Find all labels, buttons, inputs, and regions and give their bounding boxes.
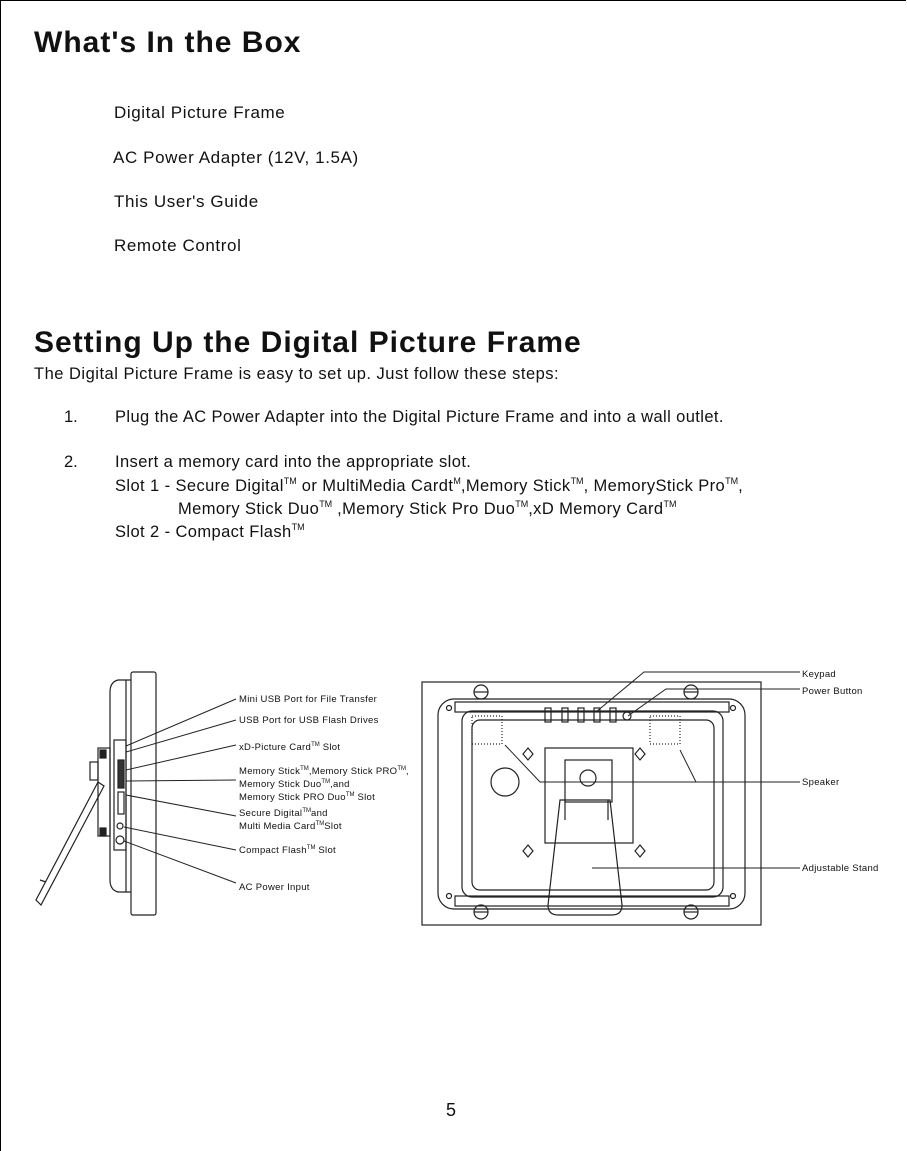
tm-mark: TM xyxy=(311,742,320,748)
tm-mark: TM xyxy=(300,766,309,772)
label-speaker: Speaker xyxy=(802,777,840,788)
slot-1-comma: , xyxy=(738,477,744,495)
ms3-text-b: Slot xyxy=(354,792,376,803)
label-mini-usb-port: Mini USB Port for File Transfer xyxy=(239,694,378,705)
slot-1-pro-duo: ,Memory Stick Pro Duo xyxy=(332,500,516,518)
box-section-title: What's In the Box xyxy=(34,26,302,59)
tm-mark: TM xyxy=(315,821,325,827)
tm-mark: TM xyxy=(515,499,529,509)
label-sd-mmc-slot xyxy=(239,806,342,832)
xd-slot-text: Slot xyxy=(319,742,341,753)
tm-mark: TM xyxy=(725,476,739,486)
tm-mark: TM xyxy=(570,476,584,486)
tm-mark: TM xyxy=(302,808,312,814)
tm-mark: TM xyxy=(345,792,355,798)
box-item-frame: Digital Picture Frame xyxy=(114,103,286,122)
setup-section-title: Setting Up the Digital Picture Frame xyxy=(34,326,582,359)
label-memory-stick-slot xyxy=(239,764,409,803)
tm-mark: TM xyxy=(291,522,305,532)
tm-mark: TM xyxy=(283,476,297,486)
sd-text-a: Secure Digital xyxy=(239,808,303,819)
box-item-adapter: AC Power Adapter (12V, 1.5A) xyxy=(113,148,359,167)
slot-1-xd: ,xD Memory Card xyxy=(528,500,664,518)
slot-1-memorystick-pro: , MemoryStick Pro xyxy=(583,477,726,495)
ms2-text-a: Memory Stick Duo xyxy=(239,779,322,790)
xd-label-text: xD-Picture Card xyxy=(239,742,312,753)
tm-mark: TM xyxy=(663,499,677,509)
slot-1-prefix: Slot 1 - Secure Digital xyxy=(115,477,284,495)
slot-1-or: or MultiMedia Cardt xyxy=(296,477,454,495)
tm-mark: TM xyxy=(306,845,316,851)
step-1-text: Plug the AC Power Adapter into the Digital Picture Frame and into a wall outlet. xyxy=(115,408,724,426)
box-item-guide: This User's Guide xyxy=(114,192,259,211)
tm-mark: TM xyxy=(319,499,333,509)
tm-mark: TM xyxy=(397,766,406,772)
back-view-frame xyxy=(422,682,761,925)
label-power-button: Power Button xyxy=(802,686,863,697)
ms-text-a: Memory Stick xyxy=(239,766,301,777)
mmc-text-a: Multi Media Card xyxy=(239,821,316,832)
mmc-text-b: Slot xyxy=(324,821,342,832)
ms3-text-a: Memory Stick PRO Duo xyxy=(239,792,346,803)
label-ac-power-input: AC Power Input xyxy=(239,882,310,893)
tm-mark: TM xyxy=(321,779,331,785)
label-adjustable-stand: Adjustable Stand xyxy=(802,863,879,874)
box-item-remote: Remote Control xyxy=(114,236,242,255)
ms-text-c: , xyxy=(405,766,409,777)
slot-1-memory-stick: ,Memory Stick xyxy=(460,477,571,495)
cf-text-a: Compact Flash xyxy=(239,845,307,856)
side-view-stand xyxy=(36,782,104,905)
slot-1-duo: Memory Stick Duo xyxy=(178,500,320,518)
label-usb-port: USB Port for USB Flash Drives xyxy=(239,715,379,726)
label-keypad: Keypad xyxy=(802,669,837,680)
step-1-number: 1. xyxy=(64,408,78,426)
side-callout-lines xyxy=(124,699,236,883)
sd-text-b: and xyxy=(311,808,328,819)
m-mark: M xyxy=(453,476,461,486)
cf-text-b: Slot xyxy=(315,845,336,856)
step-2-text: Insert a memory card into the appropriate slot. xyxy=(115,453,472,471)
label-compact-flash-slot xyxy=(239,843,336,856)
ms-text-b: ,Memory Stick PRO xyxy=(308,766,398,777)
slot-2-prefix: Slot 2 - Compact Flash xyxy=(115,523,292,541)
ms2-text-b: ,and xyxy=(330,779,350,790)
label-xd-slot xyxy=(239,740,340,753)
setup-intro: The Digital Picture Frame is easy to set up. Just follow these steps: xyxy=(34,365,560,383)
step-2-number: 2. xyxy=(64,453,78,471)
page-number: 5 xyxy=(446,1100,457,1120)
